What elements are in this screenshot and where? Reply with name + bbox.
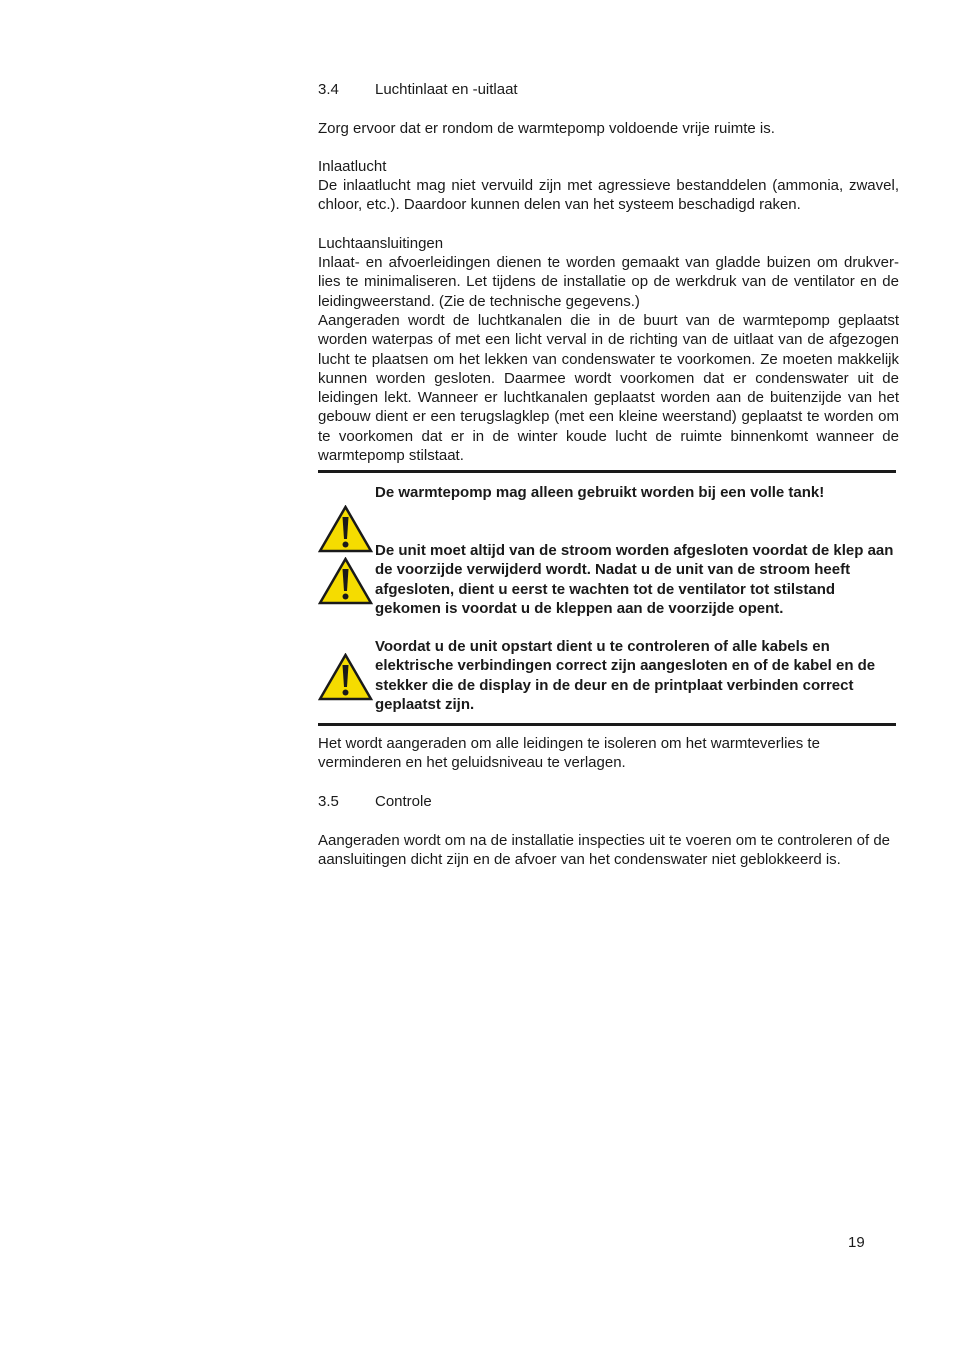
lucht-heading: Luchtaansluitingen (318, 235, 444, 252)
intro-paragraph: Zorg ervoor dat er rondom de warmtepomp voldoende vrije ruimte is. (318, 120, 775, 137)
section-3-4-heading (318, 80, 518, 99)
section-title: Luchtinlaat en -uitlaat (375, 81, 518, 98)
warning-triangle-icon (318, 557, 373, 605)
section-number: 3.5 (318, 793, 339, 810)
section-3-5-heading (318, 792, 432, 811)
warning-text: De warmtepomp mag alleen gebruikt worden bij een volle tank! (375, 484, 825, 501)
controle-paragraph: Aangeraden wordt om na de installatie inspecties uit te voeren om te controleren of de aansluitingen dicht zijn en de afvoer van het condenswater niet geblokkeerd is. (318, 832, 891, 869)
inlaat-paragraph: De inlaatlucht mag niet vervuild zijn met agressieve bestanddelen (ammonia, zwavel, chloor, etc.). Daardoor kunnen delen van het systeem beschadigd raken. (318, 177, 899, 214)
warning-text: Voordat u de unit opstart dient u te controleren of alle kabels en elektrische verbindingen correct zijn aangesloten en of de kabel en de stekker die de display in de deur en de printplaat verbinden correct geplaatst zijn. (375, 638, 876, 713)
warning-top-rule (318, 470, 896, 473)
page-number: 19 (848, 1234, 865, 1251)
warning-bottom-rule (318, 723, 896, 726)
lucht-paragraph-2: Aangeraden wordt de luchtkanalen die in de buurt van de warmtepomp geplaatst worden waterpas of met een licht verval in de richting van de uitlaat van de afgezogen lucht te plaatsen om het lekken van condenswater te voorkomen. Ze moeten makkelijk kunnen worden gesloten. Daarmee wordt voorkomen dat er condenswater uit de leidingen lekt. Wanneer er luchtkanalen geplaatst worden aan de buitenzijde van het gebouw dient er een terugslagklep (met een kleine weerstand) geplaatst te worden om te voorkomen dat er in de winter koude lucht de ruimte binnenkomt wanneer de warmtepomp stilstaat. (318, 312, 899, 465)
warning-triangle-icon (318, 505, 373, 553)
section-title: Controle (375, 793, 432, 810)
warning-text: De unit moet altijd van de stroom worden afgesloten voordat de klep aan de voorzijde verwijderd wordt. Nadat u de unit van de stroom heeft afgesloten, dient u eerst te wachten tot de ventilator tot stilstand gekomen is voordat u de kleppen aan de voorzijde opent. (375, 542, 894, 617)
isolation-paragraph: Het wordt aangeraden om alle leidingen te isoleren om het warmteverlies te verminderen en het geluidsniveau te verlagen. (318, 735, 820, 772)
section-number: 3.4 (318, 81, 339, 98)
lucht-paragraph-1: Inlaat- en afvoerleidingen dienen te worden gemaakt van gladde buizen om drukver-lies te minimaliseren. Let tijdens de installatie op de werkdruk van de ventilator en de leidingweerstand. (Zie de technische gegevens.) (318, 254, 899, 310)
warning-triangle-icon (318, 653, 373, 701)
inlaat-heading: Inlaatlucht (318, 158, 387, 175)
